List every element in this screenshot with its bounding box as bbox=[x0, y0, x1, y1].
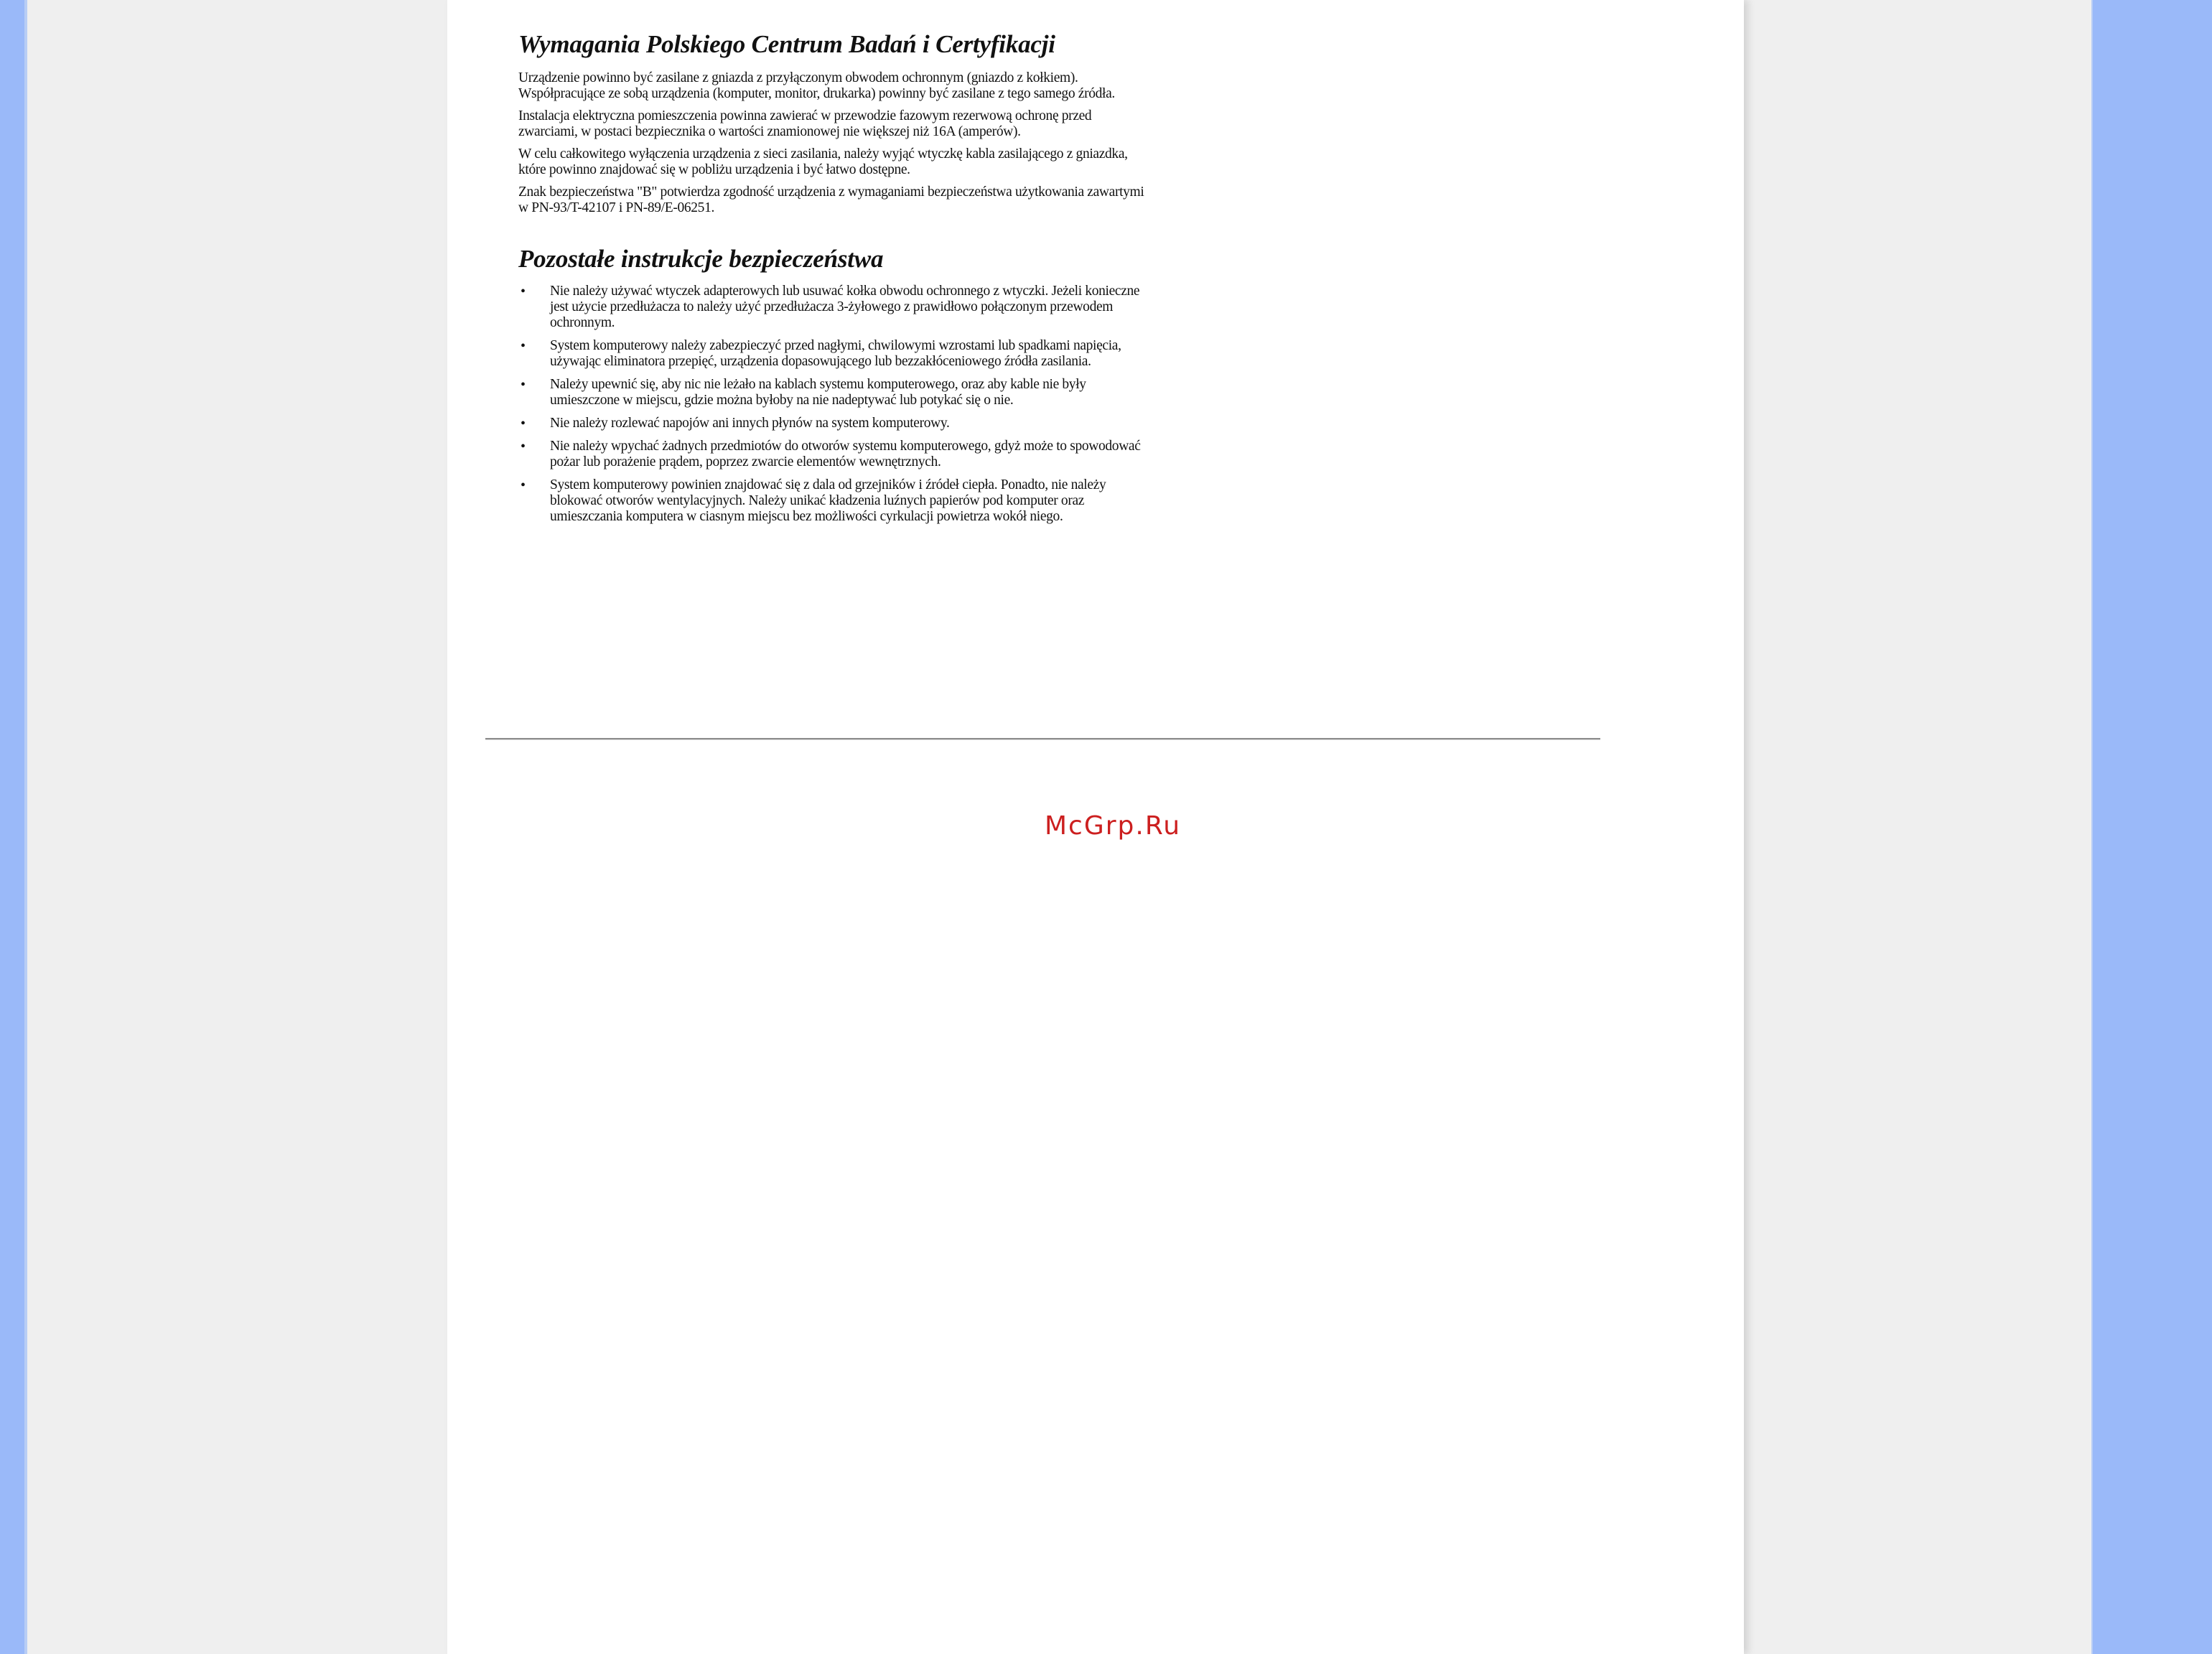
bullet-icon: • bbox=[521, 416, 526, 431]
left-window-frame bbox=[0, 0, 26, 1654]
list-item-text: Nie należy używać wtyczek adapterowych lub usuwać kołka obwodu ochronnego z wtyczki. Jeżeli konieczne jest użycie przedłużacza to należy użyć przedłużacza 3-żyłowego z prawidłowo połączonym przewodem ochronnym. bbox=[550, 284, 1140, 330]
paragraph-safety-mark: Znak bezpieczeństwa "B" potwierdza zgodność urządzenia z wymaganiami bezpieczeństwa użytkowania zawartymi w PN-93/T-42107 i PN-89/E-06251. bbox=[518, 184, 1144, 215]
bullet-icon: • bbox=[521, 439, 526, 454]
watermark-text: McGrp.Ru bbox=[1044, 811, 1182, 841]
bullet-icon: • bbox=[521, 284, 526, 299]
paragraph-disconnect: W celu całkowitego wyłączenia urządzenia z sieci zasilania, należy wyjąć wtyczkę kabla zasilającego z gniazdka, które powinno znajdować się w pobliżu urządzenia i być łatwo dostępne. bbox=[518, 146, 1128, 177]
list-item-text: Nie należy wpychać żadnych przedmiotów do otworów systemu komputerowego, gdyż może to spowodować pożar lub porażenie prądem, poprzez zwarcie elementów wewnętrznych. bbox=[550, 439, 1141, 469]
bullet-icon: • bbox=[521, 338, 526, 354]
bullet-icon: • bbox=[521, 477, 526, 493]
list-item-text: System komputerowy powinien znajdować się z dala od grzejników i źródeł ciepła. Ponadto, nie należy blokować otworów wentylacyjnych. Należy unikać kładzenia luźnych papierów pod komputer oraz umieszczania komputera w ciasnym miejscu bez możliwości cyrkulacji powietrza wokół niego. bbox=[550, 477, 1106, 524]
right-window-frame bbox=[2093, 0, 2212, 1654]
paragraph-electrical-installation: Instalacja elektryczna pomieszczenia powinna zawierać w przewodzie fazowym rezerwową ochronę przed zwarciami, w postaci bezpiecznika o wartości znamionowej nie większej niż 16A (amperów). bbox=[518, 108, 1092, 139]
paragraph-power-supply: Urządzenie powinno być zasilane z gniazda z przyłączonym obwodem ochronnym (gniazdo z kołkiem). Współpracujące ze sobą urządzenia (komputer, monitor, drukarka) powinny być zasilane z tego samego źródła. bbox=[518, 70, 1115, 101]
safety-instructions-list bbox=[518, 284, 1150, 525]
list-item bbox=[518, 477, 1150, 525]
section-title-other-safety: Pozostałe instrukcje bezpieczeństwa bbox=[518, 245, 884, 273]
list-item-text: Należy upewnić się, aby nic nie leżało na kablach systemu komputerowego, oraz aby kable nie były umieszczone w miejscu, gdzie można byłoby na nie nadeptywać lub potykać się o nie. bbox=[550, 377, 1086, 408]
scanned-document-content bbox=[518, 29, 1150, 532]
list-item bbox=[518, 377, 1150, 408]
list-item bbox=[518, 439, 1150, 470]
section-title-pcbc: Wymagania Polskiego Centrum Badań i Certyfikacji bbox=[518, 30, 1055, 58]
list-item bbox=[518, 338, 1150, 370]
list-item-text: System komputerowy należy zabezpieczyć przed nagłymi, chwilowymi wzrostami lub spadkami napięcia, używając eliminatora przepięć, urządzenia dopasowującego lub bezzakłóceniowego źródła zasilania. bbox=[550, 338, 1121, 369]
list-item bbox=[518, 416, 1150, 431]
list-item bbox=[518, 284, 1150, 331]
list-item-text: Nie należy rozlewać napojów ani innych płynów na system komputerowy. bbox=[550, 416, 950, 431]
horizontal-divider bbox=[485, 738, 1600, 740]
bullet-icon: • bbox=[521, 377, 526, 393]
